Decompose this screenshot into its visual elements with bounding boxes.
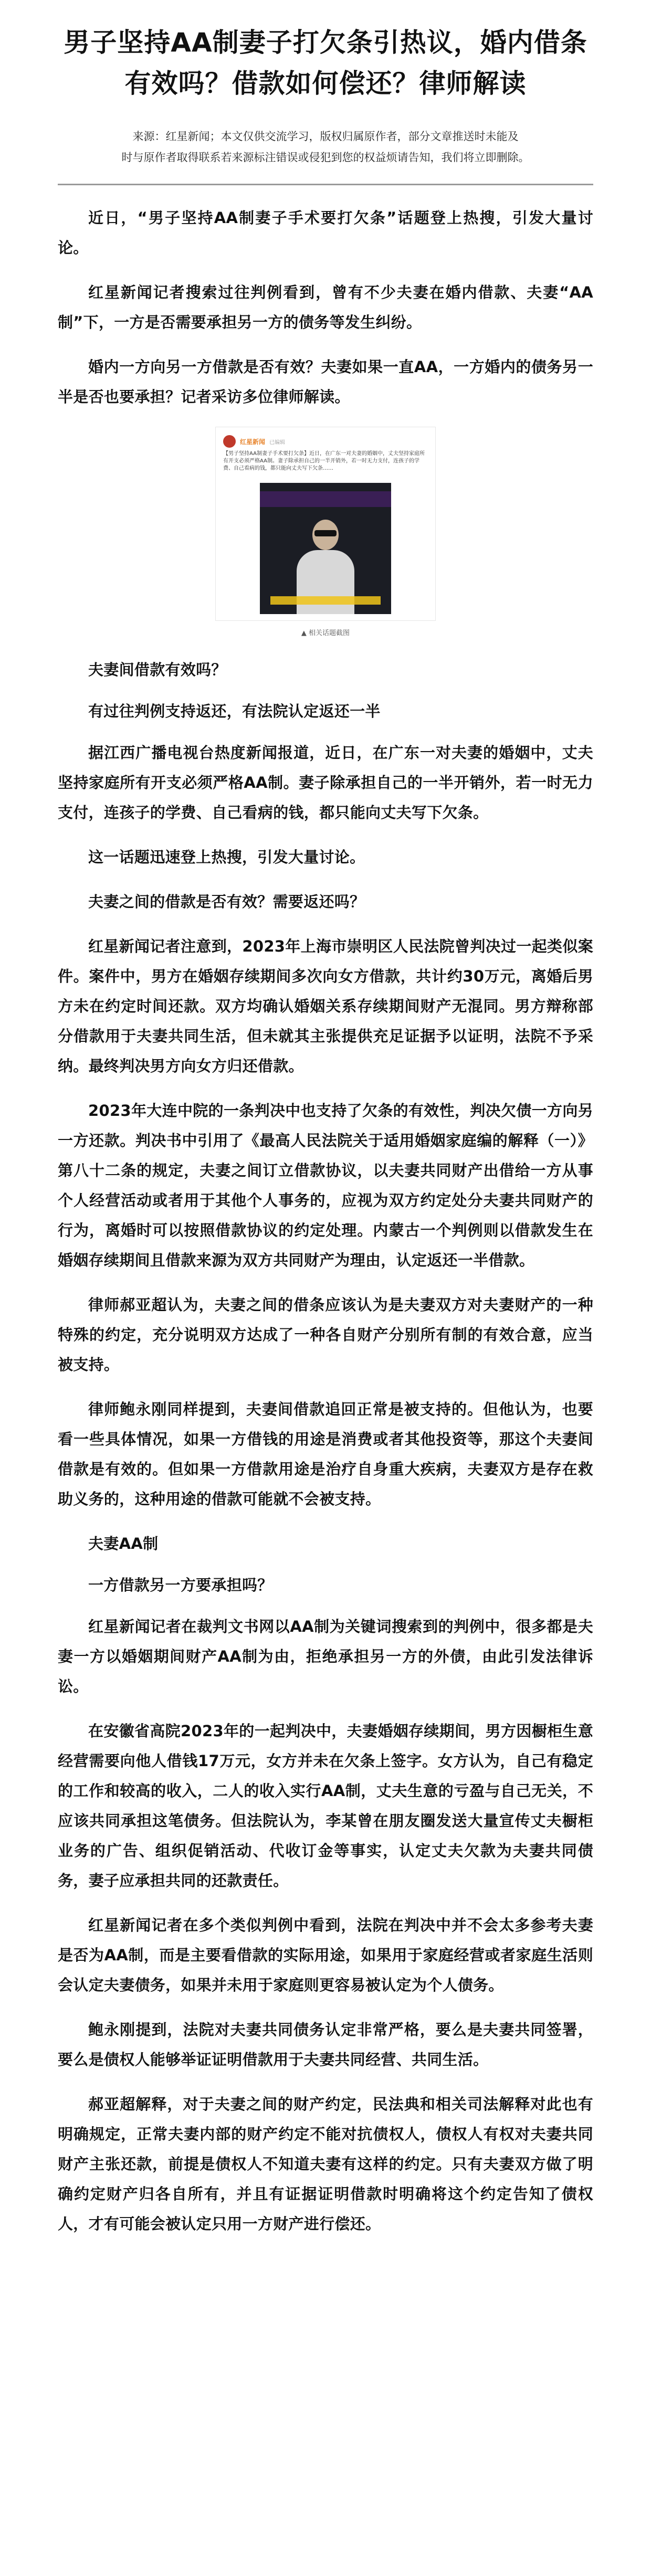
paragraph-intro: 近日，“男子坚持AA制妻子手术要打欠条”话题登上热搜，引发大量讨论。 — [58, 209, 593, 257]
post-header — [223, 432, 428, 450]
subheading-precedents: 有过往判例支持返还，有法院认定返还一半 — [88, 702, 381, 720]
section-heading-loan-validity: 夫妻间借款有效吗？ — [88, 661, 227, 679]
paragraph-court-practice: 红星新闻记者在多个类似判例中看到，法院在判决中并不会太多参考夫妻是否为AA制，而是主要看借款的实际用途，如果用于家庭经营或者家庭生活则会认定夫妻债务，如果并未用于家庭则更容易被认定为个人债务。 — [58, 1916, 593, 1994]
divider — [58, 184, 593, 185]
video-title-band — [260, 491, 391, 507]
source-note-line-1: 来源：红星新闻；本文仅供交流学习，版权归属原作者，部分文章推送时未能及 — [132, 130, 519, 143]
paragraph-hot-search: 这一话题迅速登上热搜，引发大量讨论。 — [88, 848, 365, 866]
article-body — [58, 203, 593, 2239]
paragraph-bao-strict: 鲍永刚提到，法院对夫妻共同债务认定非常严格，要么是夫妻共同签署，要么是债权人能够举证证明借款用于夫妻共同经营、共同生活。 — [58, 2021, 593, 2068]
post-username: 红星新闻 — [240, 438, 266, 446]
article-title: 男子坚持AA制妻子打欠条引热议，婚内借条有效吗？借款如何偿还？律师解读 — [64, 27, 587, 99]
paragraph-dalian-case: 2023年大连中院的一条判决中也支持了欠条的有效性，判决欠债一方向另一方还款。判决书中引用了《最高人民法院关于适用婚姻家庭编的解释（一）》第八十二条的规定，夫妻之间订立借款协议，以夫妻共同财产出借给一方从事个人经营活动或者用于其他个人事务的，应视为双方约定处分夫妻共同财产的行为，离婚时可以按照借款协议的约定处理。内蒙古一个判例则以借款发生在婚姻存续期间且借款来源为双方共同财产为理由，认定返还一半借款。 — [58, 1102, 593, 1269]
figure-caption: ▲ 相关话题截图 — [301, 629, 350, 637]
paragraph-anhui-case: 在安徽省高院2023年的一起判决中，夫妻婚姻存续期间，男方因橱柜生意经营需要向他人借钱17万元，女方并未在欠条上签字。女方认为，自己有稳定的工作和较高的收入，二人的收入实行AA制，丈夫生意的亏盈与自己无关，不应该共同承担这笔债务。但法院认为，李某曾在朋友圈发送大量宣传丈夫橱柜业务的广告、组织促销活动、代收订金等事实，认定丈夫欠款为夫妻共同债务，妻子应承担共同的还款责任。 — [58, 1722, 593, 1889]
weibo-screenshot-figure — [215, 427, 436, 637]
paragraph-search-results: 红星新闻记者在裁判文书网以AA制为关键词搜索到的判例中，很多都是夫妻一方以婚姻期间财产AA制为由，拒绝承担另一方的外债，由此引发法律诉讼。 — [58, 1618, 593, 1695]
paragraph-question: 婚内一方向另一方借款是否有效？夫妻如果一直AA，一方婚内的债务另一半是否也要承担？记者采访多位律师解读。 — [58, 358, 593, 406]
paragraph-bao-opinion: 律师鲍永刚同样提到，夫妻间借款追回正常是被支持的。但他认为，也要看一些具体情况，如果一方借钱的用途是消费或者其他投资等，那这个夫妻间借款是有效的。但如果一方借款用途是治疗自身重大疾病，夫妻双方是存在救助义务的，这种用途的借款可能就不会被支持。 — [58, 1400, 593, 1508]
paragraph-hao-explanation: 郝亚超解释，对于夫妻之间的财产约定，民法典和相关司法解释对此也有明确规定，正常夫妻内部的财产约定不能对抗债权人，债权人有权对夫妻共同财产主张还款，前提是债权人不知道夫妻有这样的约定。只有夫妻双方做了明确约定财产归各自所有，并且有证据证明借款时明确将这个约定告知了债权人，才有可能会被认定只用一方财产进行偿还。 — [58, 2095, 593, 2233]
source-note — [58, 126, 593, 168]
post-text: 【男子坚持AA制妻子手术要打欠条】近日，在广东一对夫妻的婚姻中，丈夫坚持家庭所有开支必须严格AA制。妻子除承担自己的一半开销外，若一时无力支付，连孩子的学费、自己看病的钱，都只能向丈夫写下欠条…… — [223, 451, 425, 471]
post-meta: 已编辑 — [269, 439, 286, 446]
paragraph-background: 红星新闻记者搜索过往判例看到，曾有不少夫妻在婚内借款、夫妻“AA制”下，一方是否需要承担另一方的债务等发生纠纷。 — [58, 283, 593, 331]
paragraph-hao-opinion: 律师郝亚超认为，夫妻之间的借条应该认为是夫妻双方对夫妻财产的一种特殊的约定，充分说明双方达成了一种各自财产分别所有制的有效合意，应当被支持。 — [58, 1296, 593, 1374]
avatar — [223, 435, 236, 448]
paragraph-jiangxi-report: 据江西广播电视台热度新闻报道，近日，在广东一对夫妻的婚姻中，丈夫坚持家庭所有开支必须严格AA制。妻子除承担自己的一半开销外，若一时无力支付，连孩子的学费、自己看病的钱，都只能向丈夫写下欠条。 — [58, 744, 593, 821]
video-thumbnail — [260, 483, 391, 614]
paragraph-loan-question: 夫妻之间的借款是否有效？需要返还吗？ — [88, 893, 365, 911]
section-heading-aa: 夫妻AA制 — [88, 1535, 159, 1553]
sunglasses — [314, 530, 337, 536]
subheading-debt-bearing: 一方借款另一方要承担吗？ — [88, 1576, 273, 1594]
source-note-line-2: 时与原作者取得联系若来源标注错误或侵犯到您的权益烦请告知，我们将立即删除。 — [121, 151, 530, 164]
video-subtitle-bar — [270, 596, 381, 605]
paragraph-shanghai-case: 红星新闻记者注意到，2023年上海市崇明区人民法院曾判决过一起类似案件。案件中，男方在婚姻存续期间多次向女方借款，共计约30万元，离婚后男方未在约定时间还款。双方均确认婚姻关系存续期间财产无混同。男方辩称部分借款用于夫妻共同生活，但未就其主张提供充足证据予以证明，法院不予采纳。最终判决男方向女方归还借款。 — [58, 937, 593, 1075]
weibo-post-screenshot — [215, 427, 436, 621]
